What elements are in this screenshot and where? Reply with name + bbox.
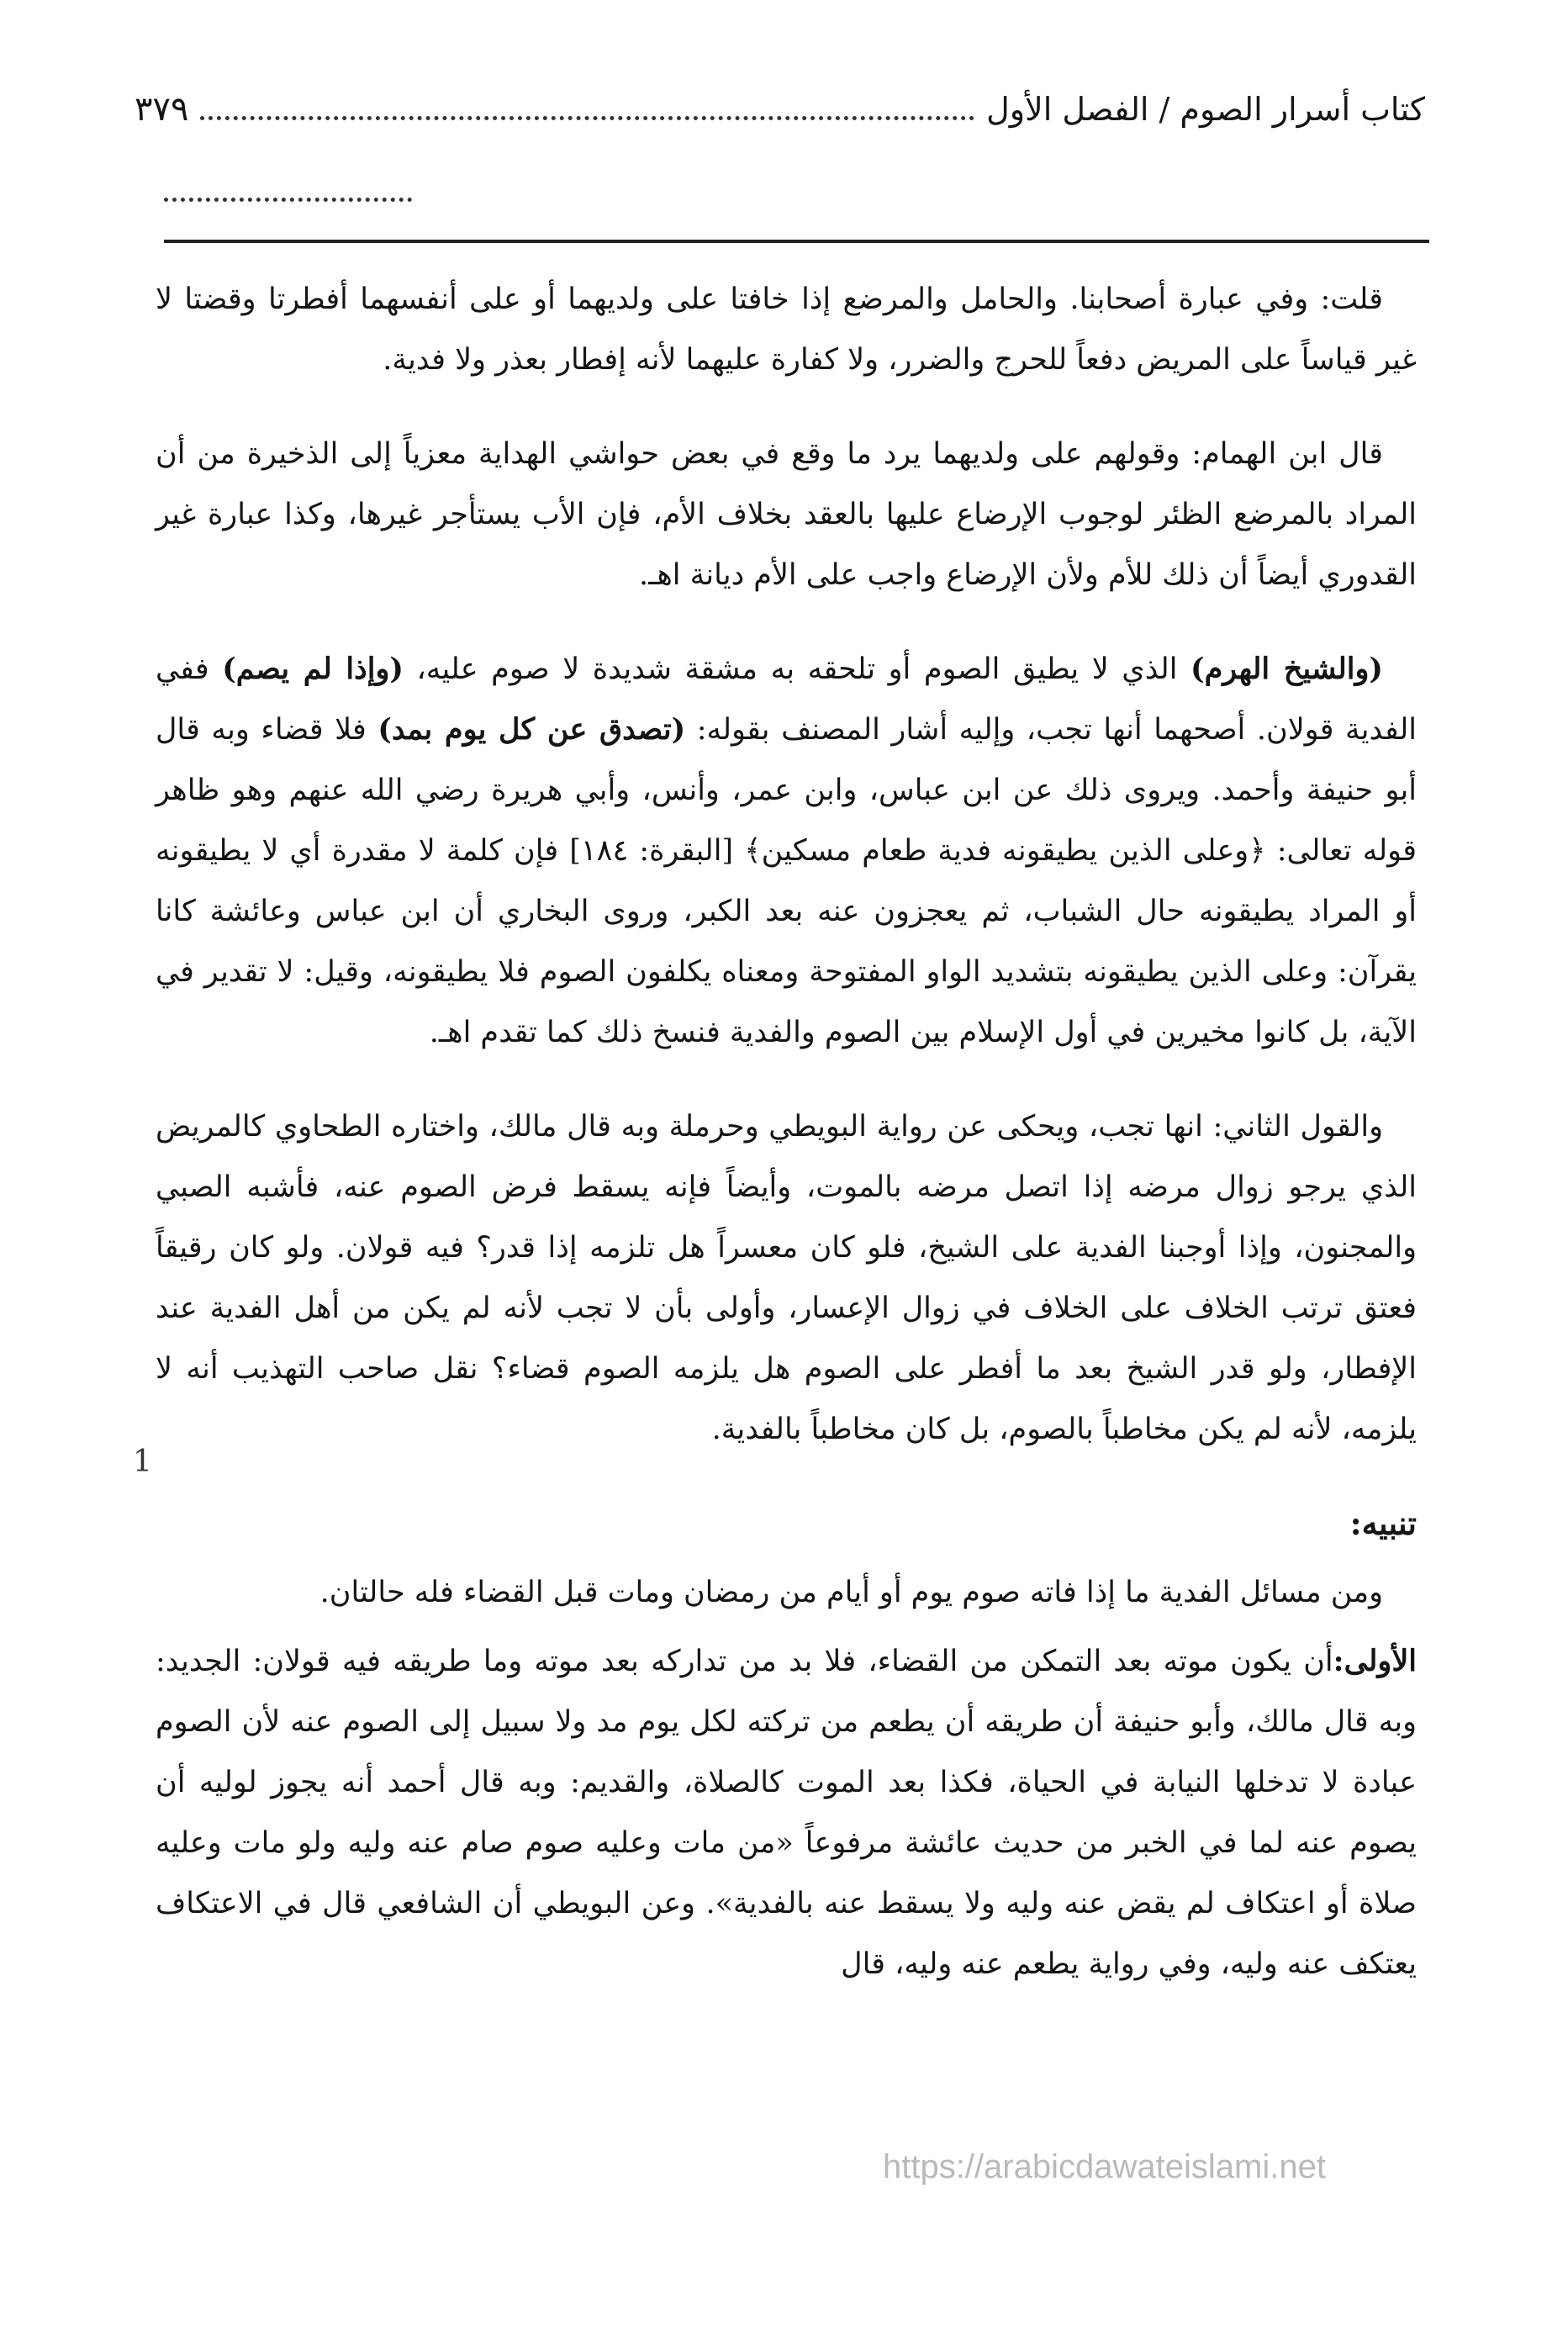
- paragraph-ibn-humam: قال ابن الهمام: وقولهم على ولديهما يرد ما وقع في بعض حواشي الهداية معزياً إلى الذخيرة من أن المراد بالمرضع الظئر لوجوب الإرضاع عليها بالعقد بخلاف الأم، فإن الأب يستأجر غيرها، وكذا عبارة غير القدوري أيضاً أن ذلك للأم ولأن الإرضاع واجب على الأم ديانة اهـ.: [156, 437, 1417, 592]
- bold-phrase: (تصدق عن كل يوم بمد): [377, 712, 686, 747]
- paragraph-shaykh: [156, 639, 1417, 1063]
- header-dotted-line: [164, 198, 412, 202]
- watermark: https://arabicdawateislami.net: [883, 2148, 1326, 2185]
- header-rule: [164, 240, 1429, 243]
- paragraph-note: قلت: وفي عبارة أصحابنا. والحامل والمرضع إذا خافتا على ولديهما أو على أنفسهما أفطرتا وقضتا لا غير قياساً على المريض دفعاً للحرج والضرر، ولا كفارة عليهما لأنه إفطار بعذر ولا فدية.: [156, 283, 1417, 377]
- paragraph-text: فلا قضاء وبه قال أبو حنيفة وأحمد. ويروى ذلك عن ابن عباس، وابن عمر، وأنس، وأبي هريرة رضي الله عنهم وهو ظاهر قوله تعالى: ﴿وعلى الذين يطيقونه فدية طعام مسكين﴾ [البقرة: ١٨٤] فإن كلمة لا مقدرة أي لا يطيقونه أو المراد يطيقونه حال الشباب، ثم يعجزون عنه بعد الكبر، وروى البخاري أن ابن عباس وعائشة كانا يقرآن: وعلى الذين يطيقونه بتشديد الواو المفتوحة ومعناه يكلفون الصوم فلا يطيقونه، وقيل: لا تقدير في الآية، بل كانوا مخيرين في أول الإسلام بين الصوم والفدية فنسخ ذلك كما تقدم اهـ.: [156, 713, 1417, 1049]
- paragraph-text: أن يكون موته بعد التمكن من القضاء، فلا بد من تداركه بعد موته وما طريقه فيه قولان: الجديد: وبه قال مالك، وأبو حنيفة أن طريقه أن يطعم من تركته لكل يوم مد ولا سبيل إلى الصوم عنه لأن الصوم عبادة لا تدخلها النيابة في الحياة، فكذا بعد الموت كالصلاة، والقديم: وبه قال أحمد أنه يجوز لوليه أن يصوم عنه لما في الخبر من حديث عائشة مرفوعاً «من مات وعليه صوم صام عنه وليه ولو مات وعليه صلاة أو اعتكاف لم يقض عنه وليه ولا يسقط عنه بالفدية». وعن البويطي أن الشافعي قال في الاعتكاف يعتكف عنه وليه، وفي رواية يطعم عنه وليه، قال: [156, 1645, 1417, 1981]
- bold-phrase: (والشيخ الهرم): [1191, 652, 1383, 686]
- paragraph-text: الذي لا يطيق الصوم أو تلحقه به مشقة شديدة لا صوم عليه،: [403, 652, 1191, 686]
- bold-label: الأولى:: [1333, 1644, 1418, 1678]
- margin-mark: 1: [133, 1445, 152, 1479]
- main-text: [156, 269, 1417, 2028]
- paragraph-notice-intro: ومن مسائل الفدية ما إذا فاته صوم يوم أو أيام من رمضان ومات قبل القضاء فله حالتان.: [319, 1576, 1383, 1609]
- page-number: ٣٧٩: [135, 90, 189, 129]
- paragraph-text: ففي الفدية قولان. أصحهما أنها تجب، وإليه أشار المصنف بقوله:: [156, 652, 1418, 747]
- section-heading: تنبيه:: [1349, 1504, 1417, 1542]
- paragraph-second-opinion: والقول الثاني: انها تجب، ويحكى عن رواية البويطي وحرملة وبه قال مالك، واختاره الطحاوي كالمريض الذي يرجو زوال مرضه إذا اتصل مرضه بالموت، وأيضاً فإنه يسقط فرض الصوم عنه، فأشبه الصبي والمجنون، وإذا أوجبنا الفدية على الشيخ، فلو كان معسراً هل تلزمه إذا قدر؟ فيه قولان. ولو كان رقيقاً فعتق ترتب الخلاف على الخلاف في زوال الإعسار، وأولى بأن لا تجب لأنه لم يكن من أهل الفدية عند الإفطار، ولو قدر الشيخ بعد ما أفطر على الصوم هل يلزمه الصوم قضاء؟ نقل صاحب التهذيب أنه لا يلزمه، لأنه لم يكن مخاطباً بالصوم، بل كان مخاطباً بالفدية.: [156, 1110, 1417, 1446]
- header-dotted-leader: [200, 116, 974, 120]
- bold-phrase: (وإذا لم يصم): [222, 652, 404, 686]
- running-header: [135, 80, 1425, 139]
- paragraph-first-case: [156, 1631, 1417, 1994]
- header-title: كتاب أسرار الصوم / الفصل الأول: [986, 91, 1425, 128]
